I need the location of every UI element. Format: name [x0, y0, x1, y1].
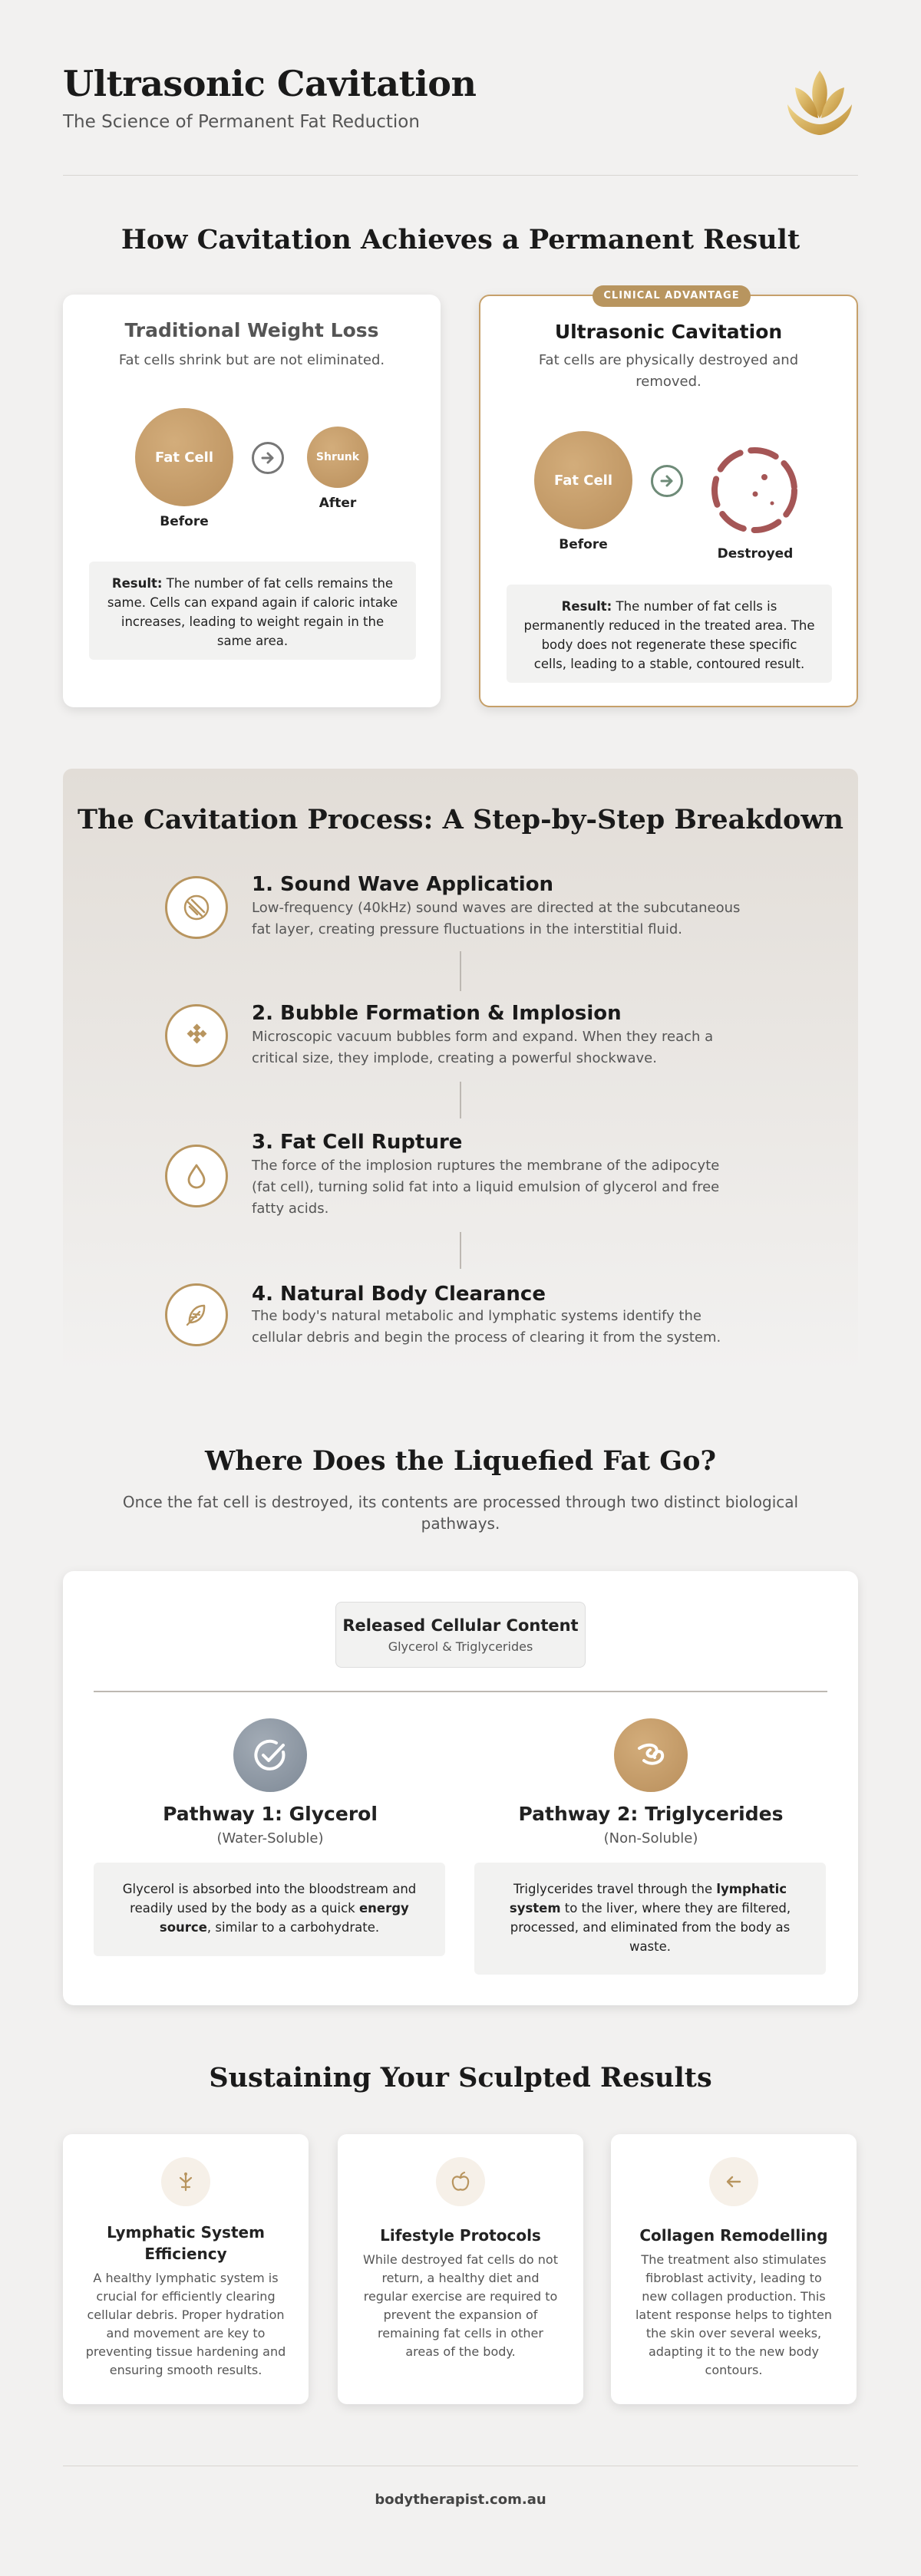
flow-icon [614, 1718, 688, 1792]
check-icon [233, 1718, 307, 1792]
traditional-desc: Fat cells shrink but are not eliminated. [118, 352, 385, 368]
step-2-desc: Microscopic vacuum bubbles form and expand. When they reach a critical size, they implode, creating a powerful shockwave. [252, 1029, 714, 1066]
released-title: Released Cellular Content [342, 1616, 579, 1635]
pathway-2-text-end: to the liver, where they are filtered, processed, and eliminated from the body as waste. [510, 1901, 791, 1954]
traditional-title: Traditional Weight Loss [124, 319, 379, 341]
footer-site[interactable]: bodytherapist.com.au [375, 2492, 546, 2508]
result-text: The number of fat cells is permanently reduced in the treated area. The body does not regenerate these specific cells, leading to a stable, contoured result. [523, 599, 815, 671]
pathways-intro: Once the fat cell is destroyed, its contents are processed through two distinct biological pathways. [122, 1493, 799, 1533]
traditional-result [89, 562, 416, 660]
header-divider [63, 175, 858, 176]
step-1-desc: Low-frequency (40kHz) sound waves are directed at the subcutaneous fat layer, creating pressure fluctuations in the interstitial fluid. [252, 900, 741, 937]
result-text: The number of fat cells remains the same. Cells can expand again if caloric intake increases, leading to weight regain in the same area. [107, 576, 398, 648]
bubbles-icon [181, 1020, 212, 1051]
pathway-1-title: Pathway 1: Glycerol [163, 1803, 378, 1825]
lymph-icon [161, 2157, 210, 2206]
before-label: Before [559, 537, 608, 552]
section-title-pathways: Where Does the Liquefied Fat Go? [204, 1445, 716, 1477]
step-4-icon [165, 1283, 228, 1346]
after-label: After [319, 496, 357, 511]
arrow-right-icon [252, 442, 284, 474]
fat-cell-before: Fat Cell [135, 408, 233, 506]
page-title: Ultrasonic Cavitation [63, 63, 477, 104]
sustain-card-collagen [611, 2134, 857, 2404]
result-label: Result: [111, 576, 163, 591]
feather-icon [181, 1300, 212, 1330]
fat-cell-before: Fat Cell [534, 431, 632, 529]
result-label: Result: [561, 599, 612, 614]
sustain-title: Collagen Remodelling [639, 2226, 828, 2245]
droplet-icon [181, 1161, 212, 1191]
before-label: Before [160, 514, 209, 529]
cavitation-title: Ultrasonic Cavitation [554, 321, 783, 343]
sustain-title: Lifestyle Protocols [380, 2226, 541, 2245]
pathway-1-text: Glycerol is absorbed into the bloodstream and readily used by the body as a quick [122, 1882, 417, 1916]
sustain-card-lymphatic [63, 2134, 309, 2404]
step-4-title: 4. Natural Body Clearance [252, 1283, 546, 1306]
page-subtitle: The Science of Permanent Fat Reduction [63, 112, 420, 132]
pathway-2-text: Triglycerides travel through the [513, 1882, 717, 1896]
pathway-divider [94, 1691, 827, 1692]
arrow-right-icon [651, 465, 683, 497]
sustain-desc: A healthy lymphatic system is crucial for efficiently clearing cellular debris. Proper hydration and movement are key to preventing tissue hardening and ensuring smooth results. [85, 2271, 286, 2377]
released-sub: Glycerol & Triglycerides [388, 1639, 533, 1654]
step-connector [460, 1082, 461, 1118]
step-connector [460, 1232, 461, 1269]
pathway-2-box [474, 1863, 826, 1975]
sound-wave-icon [181, 892, 212, 923]
cavitation-card [479, 290, 858, 707]
step-4-desc: The body's natural metabolic and lymphatic systems identify the cellular debris and begin the process of clearing it from the system. [252, 1308, 721, 1346]
sustain-desc: The treatment also stimulates fibroblast activity, leading to new collagen production. This latent response helps to tighten the skin over several weeks, adapting it to the new body contours. [635, 2252, 833, 2377]
section-title-process: The Cavitation Process: A Step-by-Step Breakdown [78, 804, 843, 835]
clinical-advantage-badge: CLINICAL ADVANTAGE [593, 285, 751, 307]
pathways-card [63, 1571, 858, 2005]
destroyed-cell-icon [709, 445, 800, 535]
section-title-sustain: Sustaining Your Sculpted Results [209, 2062, 712, 2093]
sustain-desc: While destroyed fat cells do not return, a healthy diet and regular exercise are required to prevent the expansion of remaining fat cells in other areas of the body. [363, 2252, 558, 2359]
step-2-title: 2. Bubble Formation & Implosion [252, 1002, 622, 1025]
step-1-icon [165, 876, 228, 939]
step-3-icon [165, 1145, 228, 1207]
pathway-2-sub: (Non-Soluble) [603, 1830, 698, 1846]
pathway-2-bold: lymphatic system [509, 1882, 787, 1916]
lotus-logo-icon [781, 64, 858, 137]
step-3-desc: The force of the implosion ruptures the membrane of the adipocyte (fat cell), turning solid fat into a liquid emulsion of glycerol and free fatty acids. [252, 1158, 720, 1217]
traditional-card [63, 295, 441, 707]
pathway-1-box [94, 1863, 445, 1956]
arrow-left-icon [709, 2157, 758, 2206]
sustain-card-lifestyle [338, 2134, 583, 2404]
pathway-1-sub: (Water-Soluble) [216, 1830, 324, 1846]
cavitation-result [507, 585, 832, 683]
section-title-permanent-result: How Cavitation Achieves a Permanent Result [120, 224, 801, 255]
fat-cell-shrunk: Shrunk [307, 427, 368, 488]
step-3-title: 3. Fat Cell Rupture [252, 1131, 463, 1154]
pathway-1-text-end: , similar to a carbohydrate. [206, 1920, 380, 1935]
released-content-box [335, 1602, 586, 1668]
step-2-icon [165, 1004, 228, 1067]
pathway-1-bold: energy source [159, 1901, 409, 1935]
pathway-2-title: Pathway 2: Triglycerides [518, 1803, 784, 1825]
apple-icon [436, 2157, 485, 2206]
step-connector [460, 951, 461, 991]
sustain-title: Lymphatic System Efficiency [107, 2223, 265, 2263]
destroyed-label: Destroyed [717, 546, 794, 562]
cavitation-desc: Fat cells are physically destroyed and removed. [538, 352, 799, 390]
step-1-title: 1. Sound Wave Application [252, 873, 554, 896]
